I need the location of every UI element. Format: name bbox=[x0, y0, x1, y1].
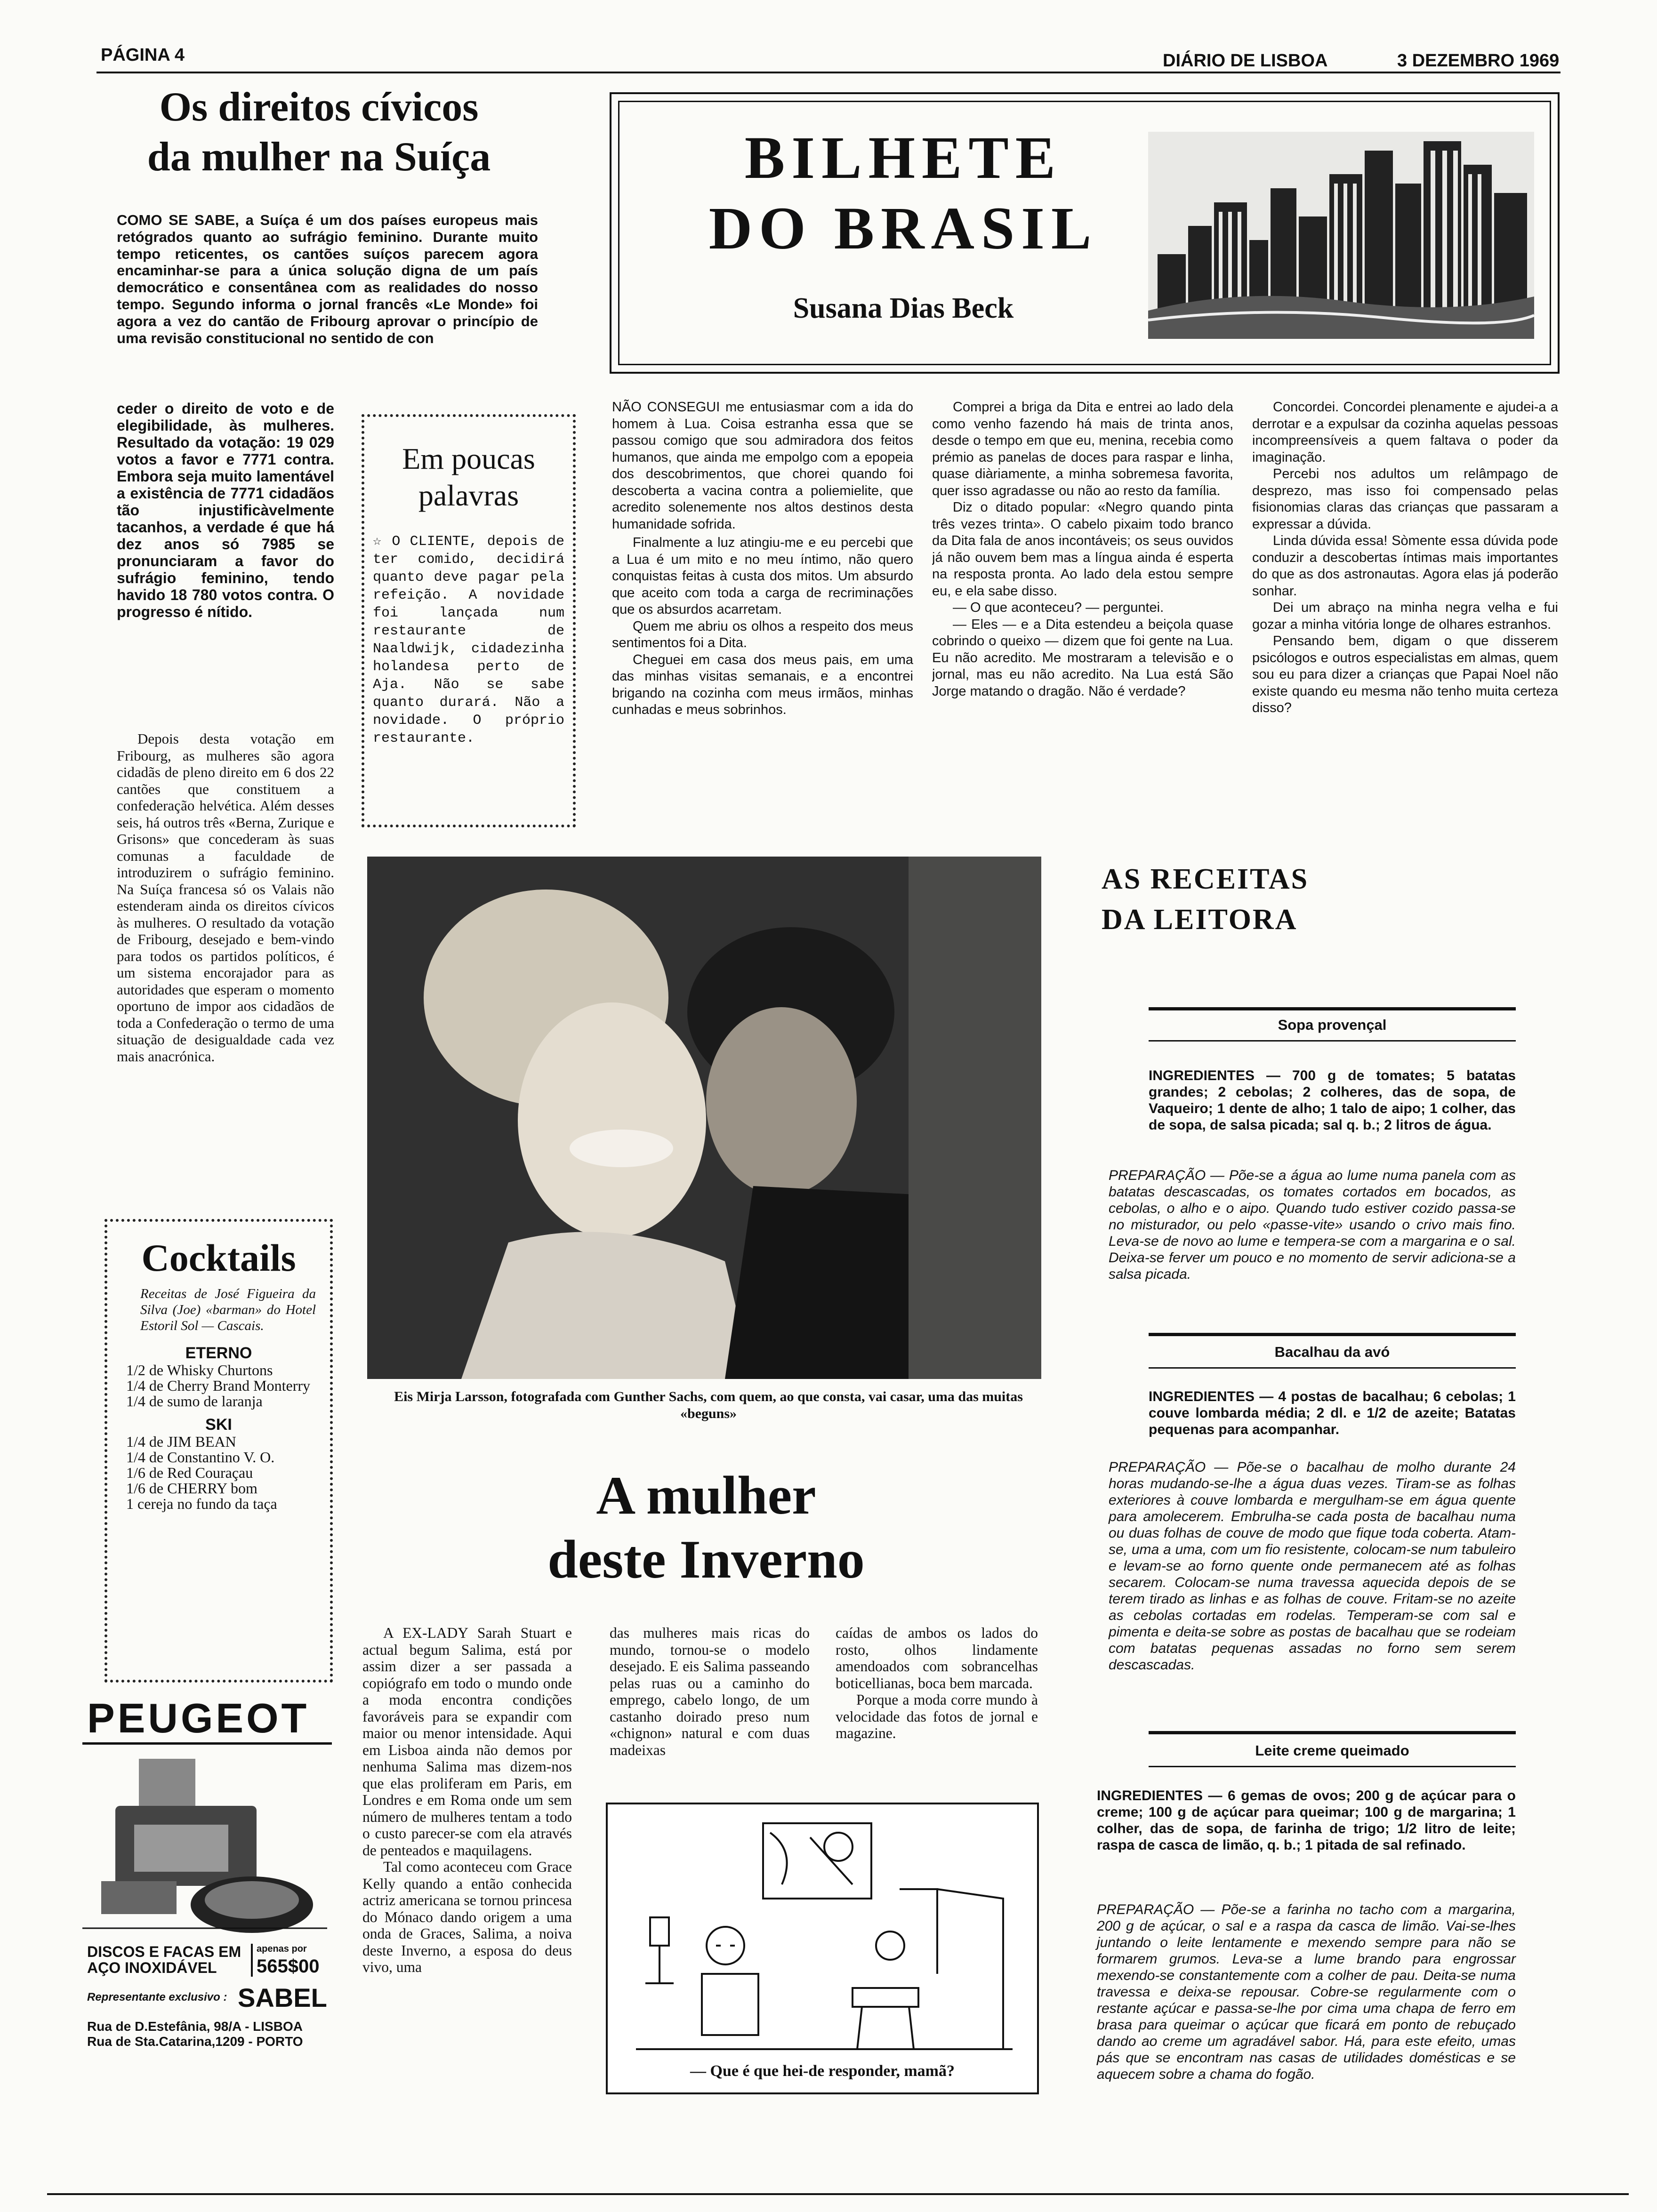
bilhete-author: Susana Dias Beck bbox=[793, 292, 1014, 324]
cocktail-ingredients bbox=[126, 1434, 316, 1512]
cocktails-box bbox=[105, 1219, 333, 1683]
bilhete-col3-para: Pensando bem, digam o que disserem psicólogos e outros especialistas em almas, quem sou eu para dizer a crianças que Papai Noel não existe quando eu mesma não tenho muita certeza disso? bbox=[1252, 633, 1558, 715]
mulher-title-line-2: deste Inverno bbox=[547, 1530, 865, 1590]
bilhete-title-line-2: DO BRASIL bbox=[708, 195, 1098, 262]
recipe-ingredients: INGREDIENTES — 700 g de tomates; 5 batatas grandes; 2 cebolas; 2 colheres, das de sopa, de Vaqueiro; 1 dente de alho; 1 talo de aipo; 1 colher, das de sopa, de salsa picada; sal q. b.; 2 litros de água. bbox=[1149, 1068, 1516, 1133]
recipe-title: Bacalhau da avó bbox=[1274, 1344, 1390, 1360]
cartoon-image bbox=[608, 1804, 1037, 2059]
cocktail-line: 1/4 de Constantino V. O. bbox=[126, 1449, 275, 1466]
em-poucas-text: ☆ O CLIENTE, depois de ter comido, decidirá quanto deve pagar pela refeição. A novidade foi lançada num restaurante de Naaldwijk, cidadezinha holandesa perto de Aja. Não se sabe quanto durará. Não a novidade. O próprio restaurante. bbox=[373, 534, 564, 746]
recipe-top-rule bbox=[1149, 1007, 1516, 1010]
couple-photo-image bbox=[367, 857, 1041, 1379]
recipe-top-rule bbox=[1149, 1333, 1516, 1336]
mulher-col1-para: A EX-LADY Sarah Stuart e actual begum Salima, está por assim dizer a ser passada a copiógrafo em todo o mundo onde a moda encontra condições favoráveis para se expandir com maior ou menor intensidade. Aqui em Lisboa ainda não demos por nenhuma Salima mas dizem-nos que elas proliferam em Paris, em Londres e em Roma onde um sem número de mulheres tentam a todo o custo parecer-se com ela através de penteados e maquilagens. bbox=[362, 1625, 572, 1859]
bilhete-frame bbox=[610, 92, 1560, 374]
article-lead-top bbox=[117, 212, 538, 409]
bilhete-col2-para: — O que aconteceu? — perguntei. bbox=[953, 600, 1164, 615]
cocktails-subtitle: Receitas de José Figueira da Silva (Joe) «barman» do Hotel Estoril Sol — Cascais. bbox=[140, 1286, 316, 1333]
cocktail-line: 1/2 de Whisky Churtons bbox=[126, 1362, 273, 1378]
city-skyline-image bbox=[1148, 132, 1534, 339]
mulher-col1-para: Tal como aconteceu com Grace Kelly quando a então conhecida actriz americana se tornou princesa do Mónaco dando origem a uma onda de Graces, Salima, a noiva deste Inverno, a esposa do deus vivo, uma bbox=[362, 1859, 572, 1975]
em-poucas-palavras-box bbox=[362, 414, 576, 827]
bilhete-col3-para: Percebi nos adultos um relâmpago de desprezo, mas isso foi compensado pelas fisionomias claras das crianças que passaram a expressar a dúvida. bbox=[1252, 466, 1558, 532]
mulher-col3-para: caídas de ambos os lados do rosto, olhos lindamente amendoados com sobrancelhas boticellianas, boca bem marcada. bbox=[836, 1625, 1038, 1691]
mulher-column-1 bbox=[362, 1625, 572, 2114]
issue-date: 3 DEZEMBRO 1969 bbox=[1397, 51, 1560, 71]
cocktail-line: 1/4 de JIM BEAN bbox=[126, 1433, 236, 1450]
bilhete-title bbox=[644, 122, 1162, 264]
bilhete-col3-para: Linda dúvida essa! Sòmente essa dúvida pode conduzir a descobertas íntimas mais importantes do que as dos astronautas. Agora elas já poderão sonhar. bbox=[1252, 533, 1558, 599]
recipe-preparation: PREPARAÇÃO — Põe-se o bacalhau de molho durante 24 horas mudando-se-lhe a água duas vezes. Tiram-se as folhas exteriores à couve lombarda e mergulham-se em água quente para amolecerem. Embrulha-se cada posta de bacalhau numa ou duas folhas de couve de modo que fique toda coberta. Atam-se, uma a uma, com um fio resistente, colocam-se num tabuleiro e levam-se ao forno quente onde permanecem até as folhas secarem. Colocam-se numa travessa aquecida depois de se terem tirado as linhas e as folhas de couve. Fritam-se no azeite as cebolas cortadas em rodelas. Temperam-se com sal e pimenta e deita-se sobre as postas de bacalhau que se rodeiam com batatas pequenas assadas no forno sem serem descascadas. bbox=[1109, 1459, 1516, 1673]
footer-rule bbox=[47, 2193, 1629, 2195]
cocktail-line: 1/6 de CHERRY bom bbox=[126, 1480, 257, 1497]
article-lead-continued: ceder o direito de voto e de elegibilidade, às mulheres. Resultado da votação: 19 029 votos a favor e 7771 contra. Embora seja muito lamentável a existência de 7771 cidadãos tão injustificàvelmente tacanhos, a verdade é que há dez anos só 7985 se pronunciaram a favor do sufrágio feminino, tendo havido 18 780 votos contra. O progresso é nítido. bbox=[117, 400, 334, 620]
article-body bbox=[117, 730, 334, 1206]
em-poucas-title-line-1: Em poucas bbox=[402, 442, 535, 475]
ad-rep: SABEL bbox=[238, 1983, 327, 2012]
recipe-title-rule bbox=[1149, 1766, 1516, 1767]
article-lead-narrow bbox=[117, 400, 334, 685]
article-title bbox=[101, 82, 537, 182]
cocktail-name: SKI bbox=[205, 1416, 232, 1434]
mulher-col3-para: Porque a moda corre mundo à velocidade das fotos de jornal e magazine. bbox=[836, 1691, 1038, 1741]
newspaper-name: DIÁRIO DE LISBOA bbox=[1163, 51, 1328, 71]
cocktail-line: 1/4 de sumo de laranja bbox=[126, 1393, 263, 1410]
article-title-line-2: da mulher na Suíça bbox=[147, 134, 491, 180]
mulher-column-2 bbox=[610, 1625, 810, 1799]
recipe-preparation: PREPARAÇÃO — Põe-se a farinha no tacho com a margarina, 200 g de açúcar, o sal e a raspa da casca de limão. Vai-se-lhes juntando o leite lentamente e mexendo sempre para não se formarem grumos. Leva-se a lume brando para engrossar mexendo-se constantemente com a colher de pau. Deita-se numa travessa e deixa-se repousar. Cobre-se regularmente com o restante açúcar e passa-se-lhe por cima uma chapa de ferro em brasa para queimar o açúcar que ficará em ponto de rebuçado dando ao creme um agradável sabor. Há, para este efeito, umas pás que se encontram nas casas de utilidades domésticas e se aquecem sobre a chama do fogão. bbox=[1097, 1902, 1516, 2082]
recipe-ingredients: INGREDIENTES — 6 gemas de ovos; 200 g de açúcar para o creme; 100 g de açúcar para queimar; 100 g de margarina; 1 colher, das de sopa, de farinha de trigo; 1/2 litro de leite; raspa de casca de limão, q. b.; 1 pitada de sal refinado. bbox=[1097, 1788, 1516, 1853]
recipe-preparation: PREPARAÇÃO — Põe-se a água ao lume numa panela com as batatas descascadas, os tomates cortados em bocados, as cebolas, o alho e o aipo. Quando tudo estiver cozido passa-se no misturador, ou pelo «passe-vite» usando o crivo mais fino. Leva-se de novo ao lume e tempera-se com a margarina e o sal. Deixa-se ferver um pouco e no momento de servir adiciona-se a salsa picada. bbox=[1109, 1168, 1516, 1282]
peugeot-ad bbox=[82, 1694, 332, 2108]
recipe-title: Sopa provençal bbox=[1278, 1017, 1387, 1033]
page-number: PÁGINA 4 bbox=[101, 45, 185, 65]
receitas-title bbox=[1102, 859, 1309, 940]
bilhete-col3-para: Dei um abraço na minha negra velha e fui gozar a minha vitória longe de olhares estranhos. bbox=[1252, 600, 1558, 632]
bilhete-column-2 bbox=[932, 399, 1233, 823]
ad-price: 565$00 bbox=[257, 1956, 320, 1977]
mulher-title bbox=[471, 1464, 941, 1592]
recipe-top-rule bbox=[1149, 1731, 1516, 1734]
bilhete-col1-para: Cheguei em casa dos meus pais, em uma das minhas visitas semanais, e a encontrei brigando na cozinha com meus irmãos, minhas cunhadas e meus sobrinhos. bbox=[612, 652, 913, 717]
mulher-title-line-1: A mulher bbox=[596, 1466, 816, 1526]
cartoon-box bbox=[606, 1803, 1039, 2094]
receitas-title-line-1: AS RECEITAS bbox=[1102, 863, 1309, 895]
bilhete-col2-para: Comprei a briga da Dita e entrei ao lado dela como venho fazendo há mais de trinta anos, desde o tempo em que eu, menina, recebia como prémio as panelas de doces para raspar e linha, quase diàriamente, a minha sobremesa favorita, quer isso agradasse ou não ao resto da família. bbox=[932, 400, 1233, 498]
bilhete-col3-para: Concordei. Concordei plenamente e ajudei-a a derrotar e a expulsar da cozinha aquelas pessoas incompreensíveis a quem faltava o poder da imaginação. bbox=[1252, 400, 1558, 465]
cocktail-line: 1 cereja no fundo da taça bbox=[126, 1495, 277, 1512]
photo-caption: Eis Mirja Larsson, fotografada com Gunther Sachs, com quem, ao que consta, vai casar, uma das muitas «beguns» bbox=[394, 1389, 1023, 1421]
food-processor-image bbox=[82, 1749, 327, 1947]
bilhete-column-3 bbox=[1252, 399, 1558, 823]
receitas-title-line-2: DA LEITORA bbox=[1102, 904, 1298, 936]
ad-price-label: apenas por bbox=[257, 1944, 307, 1954]
header-rule bbox=[97, 72, 1560, 73]
bilhete-col1-para: Quem me abriu os olhos a respeito dos meus sentimentos foi a Dita. bbox=[612, 618, 913, 650]
cartoon-caption: — Que é que hei-de responder, mamã? bbox=[690, 2062, 955, 2080]
bilhete-col2-para: — Eles — e a Dita estendeu a beiçola quase cobrindo o queixo — dizem que foi gente na Lua. Eu não acredito. Me mostraram a televisão e o jornal, mas eu não acredito. Na Lua está São Jorge matando o dragão. Não é verdade? bbox=[932, 617, 1233, 699]
recipe-title: Leite creme queimado bbox=[1255, 1742, 1409, 1759]
em-poucas-title bbox=[364, 441, 573, 514]
recipe-title-rule bbox=[1149, 1367, 1516, 1369]
mulher-col2-para: das mulheres mais ricas do mundo, tornou-se o modelo desejado. E eis Salima passeando pelas ruas ou a caminho do emprego, cabelo longo, de um castanho doirado preso num «chignon» natural e com duas madeixas bbox=[610, 1625, 810, 1758]
bilhete-column-1 bbox=[612, 399, 913, 823]
couple-photo bbox=[367, 857, 1041, 1379]
article-lead-text: COMO SE SABE, a Suíça é um dos países europeus mais retógrados quanto ao sufrágio feminino. Durante muito tempo reticentes, os cantões suíços parecem agora encaminhar-se para a única solução digna de um país democrático e consentânea com as realidades do nosso tempo. Segundo informa o jornal francês «Le Monde» foi agora a vez do cantão de Fribourg aprovar o princípio de uma revisão constitucional no sentido de con bbox=[117, 212, 538, 346]
bilhete-col1-para: Finalmente a luz atingiu-me e eu percebi que a Lua é um mito e no meu íntimo, não quero conquistas feitas à custa dos mitos. Um absurdo que aceito com toda a carga de recriminações que os absurdos acarretam. bbox=[612, 535, 913, 617]
cocktail-ingredients bbox=[126, 1362, 316, 1409]
ad-address-2: Rua de Sta.Catarina,1209 - PORTO bbox=[87, 2034, 303, 2049]
cocktails-title: Cocktails bbox=[141, 1236, 296, 1279]
cocktail-line: 1/4 de Cherry Brand Monterry bbox=[126, 1377, 311, 1394]
ad-address-1: Rua de D.Estefânia, 98/A - LISBOA bbox=[87, 2019, 303, 2034]
cocktail-name: ETERNO bbox=[185, 1344, 252, 1362]
mulher-column-3 bbox=[836, 1625, 1038, 1799]
bilhete-col2-para: Diz o ditado popular: «Negro quando pinta três vezes trinta». O cabelo pixaim todo branco da Dita fala de anos incontáveis; os seus ouvidos já não ouvem bem mas a língua ainda é esperta na resposta pronta. Ao lado dela estou sempre eu, e ela sabe disso. bbox=[932, 500, 1233, 599]
em-poucas-title-line-2: palavras bbox=[418, 479, 519, 512]
article-title-line-1: Os direitos cívicos bbox=[159, 84, 479, 130]
ad-rep-label: Representante exclusivo : bbox=[87, 1991, 227, 2004]
peugeot-brand: PEUGEOT bbox=[82, 1694, 332, 1745]
article-body-text: Depois desta votação em Fribourg, as mulheres são agora cidadãs de pleno direito em 6 dos 22 cantões que constituem a confederação helvética. Além desses seis, há outros três «Berna, Zurique e Grisons» que concederam às suas comunas a faculdade de introduzirem o sufrágio feminino. Na Suíça francesa só os Valais não estenderam ainda os direitos cívicos às mulheres. O resultado da votação de Fribourg, desejado e bem-vindo para todos os partidos políticos, é um sistema encorajador para as autoridades que esperam o momento oportuno de impor aos cidadãos de toda a Confederação o termo de uma situação de desigualdade cada vez mais anacrónica. bbox=[117, 730, 334, 1065]
recipe-title-rule bbox=[1149, 1040, 1516, 1042]
cocktail-line: 1/6 de Red Couraçau bbox=[126, 1464, 253, 1481]
ad-divider bbox=[251, 1944, 253, 1977]
recipe-ingredients: INGREDIENTES — 4 postas de bacalhau; 6 cebolas; 1 couve lombarda média; 2 dl. e 1/2 de azeite; Batatas pequenas para acompanhar. bbox=[1149, 1389, 1516, 1437]
bilhete-col1-para: NÃO CONSEGUI me entusiasmar com a ida do homem à Lua. Coisa estranha essa que se passou comigo que sou admiradora dos feitos humanos, que ainda me empolgo com a epopeia dos descobrimentos, que chorei quando foi descoberta a vacina contra a poliemielite, que acredito solenemente nos altos destinos desta humanidade sofrida. bbox=[612, 400, 913, 532]
bilhete-title-line-1: BILHETE bbox=[744, 124, 1062, 191]
ad-product: DISCOS E FACAS EM AÇO INOXIDÁVEL bbox=[87, 1943, 241, 1976]
